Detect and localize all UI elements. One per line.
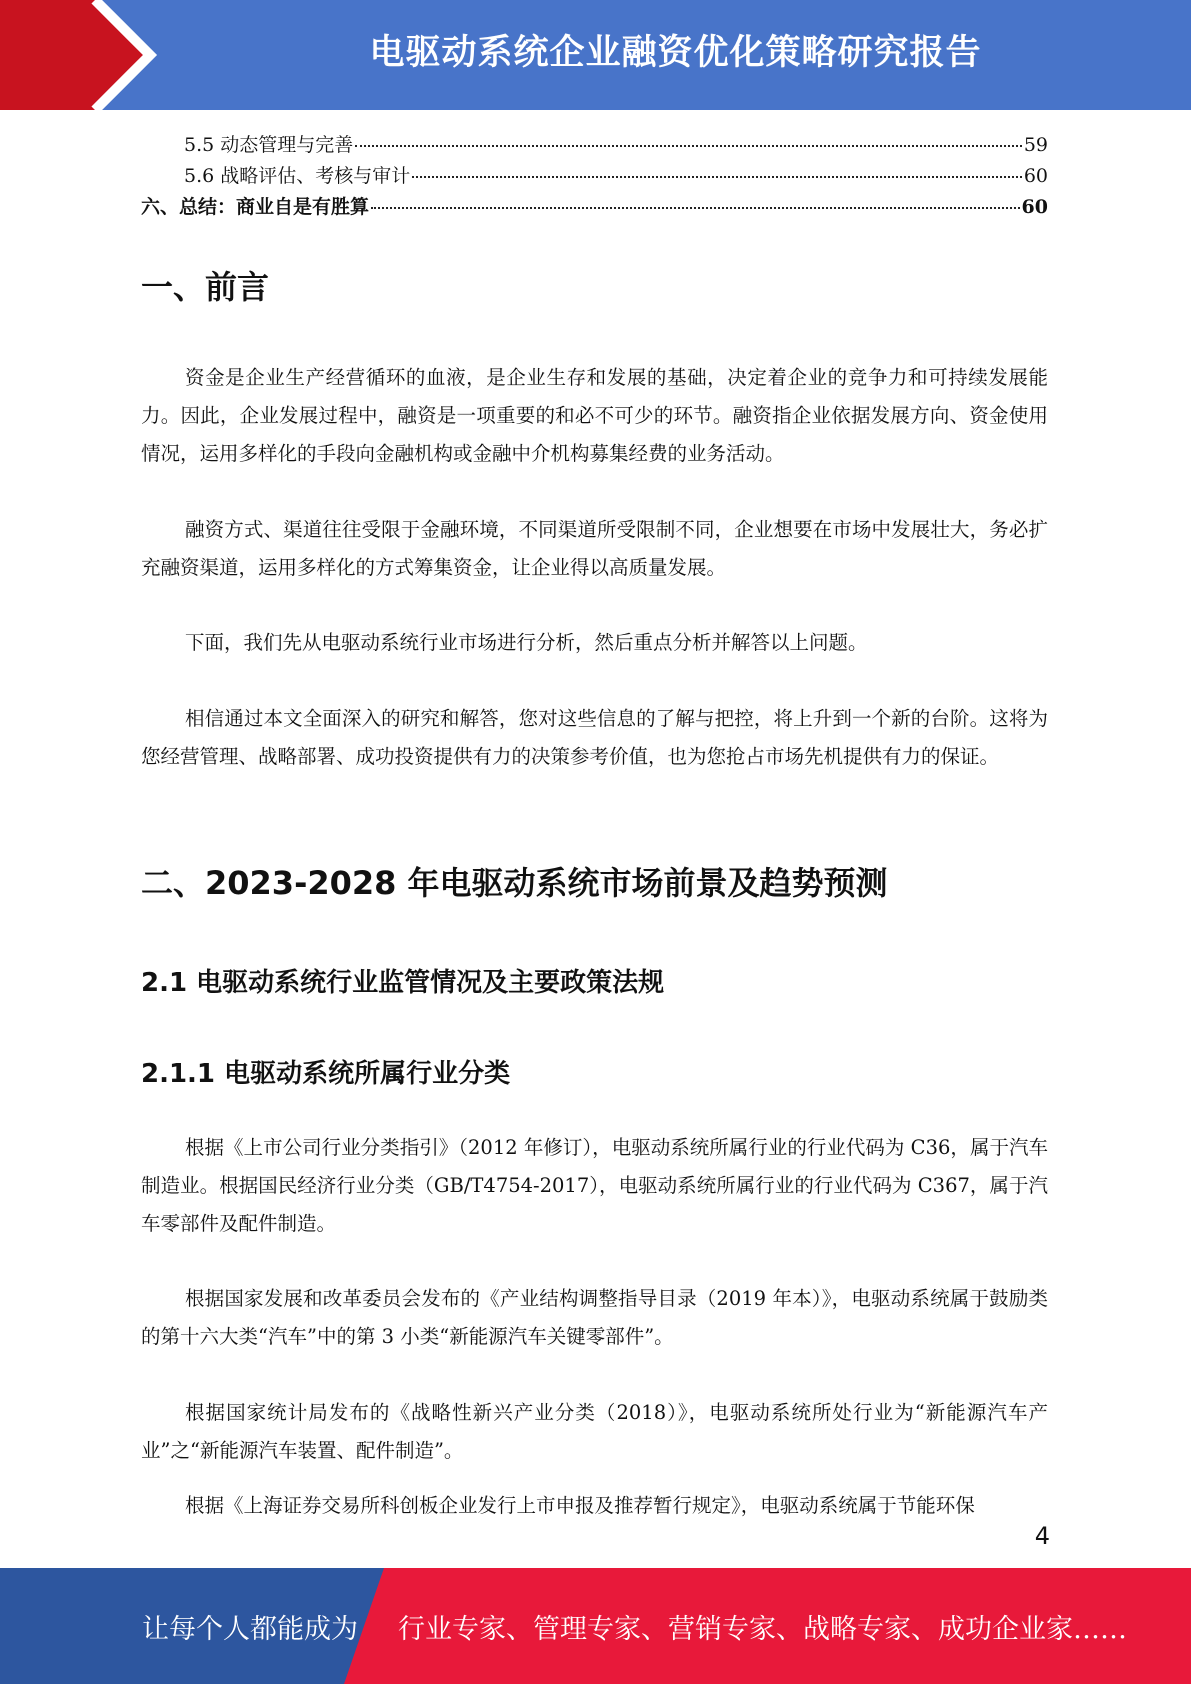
body-paragraph: 融资方式、渠道往往受限于金融环境，不同渠道所受限制不同，企业想要在市场中发展壮大，务必扩充融资渠道，运用多样化的方式筹集资金，让企业得以高质量发展。: [141, 518, 1048, 579]
body-paragraph: 根据《上海证券交易所科创板企业发行上市申报及推荐暂行规定》，电驱动系统属于节能环保: [185, 1494, 975, 1517]
footer-slogan-left: 让每个人都能成为: [142, 1614, 358, 1645]
toc-entry-page: 59: [1023, 134, 1048, 156]
page-header: [0, 0, 1191, 110]
section-heading-market-outlook: 二、2023-2028 年电驱动系统市场前景及趋势预测: [141, 864, 888, 902]
footer-slogan-right: 行业专家、管理专家、营销专家、战略专家、成功企业家……: [398, 1614, 1127, 1645]
body-paragraph: 根据国家发展和改革委员会发布的《产业结构调整指导目录（2019 年本）》，电驱动系统属于鼓励类的第十六大类“汽车”中的第 3 小类“新能源汽车关键零部件”。: [141, 1287, 1048, 1348]
body-paragraph: 相信通过本文全面深入的研究和解答，您对这些信息的了解与把控，将上升到一个新的台阶。这将为您经营管理、战略部署、成功投资提供有力的决策参考价值，也为您抢占市场先机提供有力的保证。: [141, 707, 1048, 768]
toc-entry-label: 5.5 动态管理与完善: [184, 134, 354, 156]
toc-entry-label: 六、总结：商业自是有胜算: [141, 196, 370, 218]
body-paragraph: 下面，我们先从电驱动系统行业市场进行分析，然后重点分析并解答以上问题。: [185, 631, 868, 654]
toc-entry-page: 60: [1021, 196, 1048, 218]
toc-leader-dots: [371, 207, 1020, 209]
toc-entry[interactable]: [141, 161, 1048, 192]
toc-leader-dots: [355, 145, 1022, 147]
toc-leader-dots: [412, 176, 1022, 178]
toc-entry-page: 60: [1023, 165, 1048, 187]
subsection-heading: 2.1 电驱动系统行业监管情况及主要政策法规: [141, 968, 665, 998]
section-heading-preface: 一、前言: [141, 268, 270, 306]
body-paragraph: 根据《上市公司行业分类指引》（2012 年修订），电驱动系统所属行业的行业代码为 C36，属于汽车制造业。根据国民经济行业分类（GB/T4754-2017），电驱动系统所属行业的行业代码为 C367，属于汽车零部件及配件制造。: [141, 1136, 1048, 1235]
toc-entry[interactable]: [141, 192, 1048, 223]
toc-entry[interactable]: [141, 130, 1048, 161]
page-number: 4: [1034, 1522, 1050, 1550]
toc-entry-label: 5.6 战略评估、考核与审计: [184, 165, 411, 187]
body-paragraph: 资金是企业生产经营循环的血液，是企业生存和发展的基础，决定着企业的竞争力和可持续发展能力。因此，企业发展过程中，融资是一项重要的和必不可少的环节。融资指企业依据发展方向、资金使用情况，运用多样化的手段向金融机构或金融中介机构募集经费的业务活动。: [141, 366, 1048, 465]
report-title: 电驱动系统企业融资优化策略研究报告: [369, 33, 982, 73]
body-paragraph: 根据国家统计局发布的《战略性新兴产业分类（2018）》，电驱动系统所处行业为“新能源汽车产业”之“新能源汽车装置、配件制造”。: [141, 1401, 1048, 1462]
page-footer: [0, 1568, 1191, 1684]
table-of-contents: [141, 130, 1048, 223]
subsubsection-heading: 2.1.1 电驱动系统所属行业分类: [141, 1059, 511, 1089]
